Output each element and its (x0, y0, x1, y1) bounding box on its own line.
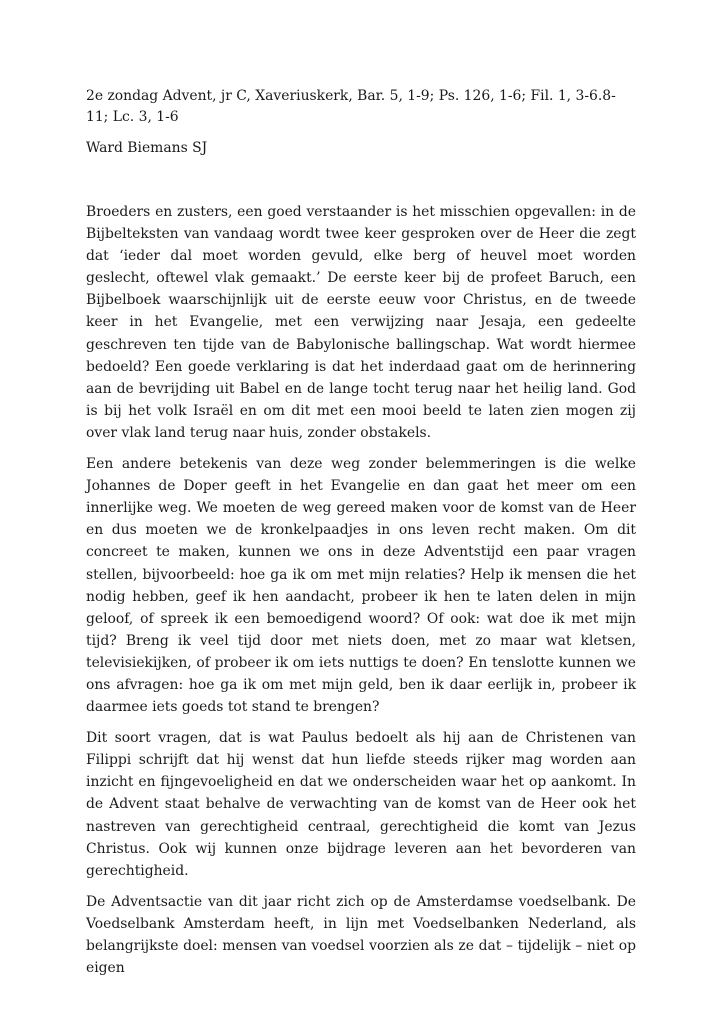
sermon-body (86, 201, 636, 979)
paragraph: Dit soort vragen, dat is wat Paulus bedoelt als hij aan de Christenen van Filippi schrijft dat hij wenst dat hun liefde steeds rijker mag worden aan inzicht en fijngevoeligheid en dat we onderscheiden waar het op aankomt. In de Advent staat behalve de verwachting van de komst van de Heer ook het nastreven van gerechtigheid centraal, gerechtigheid die komt van Jezus Christus. Ook wij kunnen onze bijdrage leveren aan het bevorderen van gerechtigheid. (86, 730, 636, 879)
paragraph: Broeders en zusters, een goed verstaander is het misschien opgevallen: in de Bijbelteksten van vandaag wordt twee keer gesproken over de Heer die zegt dat ‘ieder dal moet worden gevuld, elke berg of heuvel moet worden geslecht, oftewel vlak gemaakt.’ De eerste keer bij de profeet Baruch, een Bijbelboek waarschijnlijk uit de eerste eeuw voor Christus, en de tweede keer in het Evangelie, met een verwijzing naar Jesaja, een gedeelte geschreven ten tijde van de Babylonische ballingschap. Wat wordt hiermee bedoeld? Een goede verklaring is dat het inderdaad gaat om de herinnering aan de bevrijding uit Babel en de lange tocht terug naar het heilig land. God is bij het volk Israël en om dit met een mooi beeld te laten zien mogen zij over vlak land terug naar huis, zonder obstakels. (86, 204, 636, 441)
sermon-heading: 2e zondag Advent, jr C, Xaveriuskerk, Bar. 5, 1-9; Ps. 126, 1-6; Fil. 1, 3-6.8-11; Lc. 3, 1-6 (86, 88, 616, 125)
paragraph: De Adventsactie van dit jaar richt zich op de Amsterdamse voedselbank. De Voedselbank Amsterdam heeft, in lijn met Voedselbanken Nederland, als belangrijkste doel: mensen van voedsel voorzien als ze dat – tijdelijk – niet op eigen (86, 893, 636, 977)
paragraph: Een andere betekenis van deze weg zonder belemmeringen is die welke Johannes de Doper geeft in het Evangelie en dan gaat het meer om een innerlijke weg. We moeten de weg gereed maken voor de komst van de Heer en dus moeten we de kronkelpaadjes in ons leven recht maken. Om dit concreet te maken, kunnen we ons in deze Adventstijd een paar vragen stellen, bijvoorbeeld: hoe ga ik om met mijn relaties? Help ik mensen die het nodig hebben, geef ik hen aandacht, probeer ik hen te laten delen in mijn geloof, of spreek ik een bemoedigend woord? Of ook: wat doe ik met mijn tijd? Breng ik veel tijd door met niets doen, met zo maar wat kletsen, televisiekijken, of probeer ik om iets nuttigs te doen? En tenslotte kunnen we ons afvragen: hoe ga ik om met mijn geld, ben ik daar eerlijk in, probeer ik daarmee iets goeds tot stand te brengen? (86, 456, 636, 716)
document-page (86, 86, 636, 988)
author-name: Ward Biemans SJ (86, 140, 208, 156)
